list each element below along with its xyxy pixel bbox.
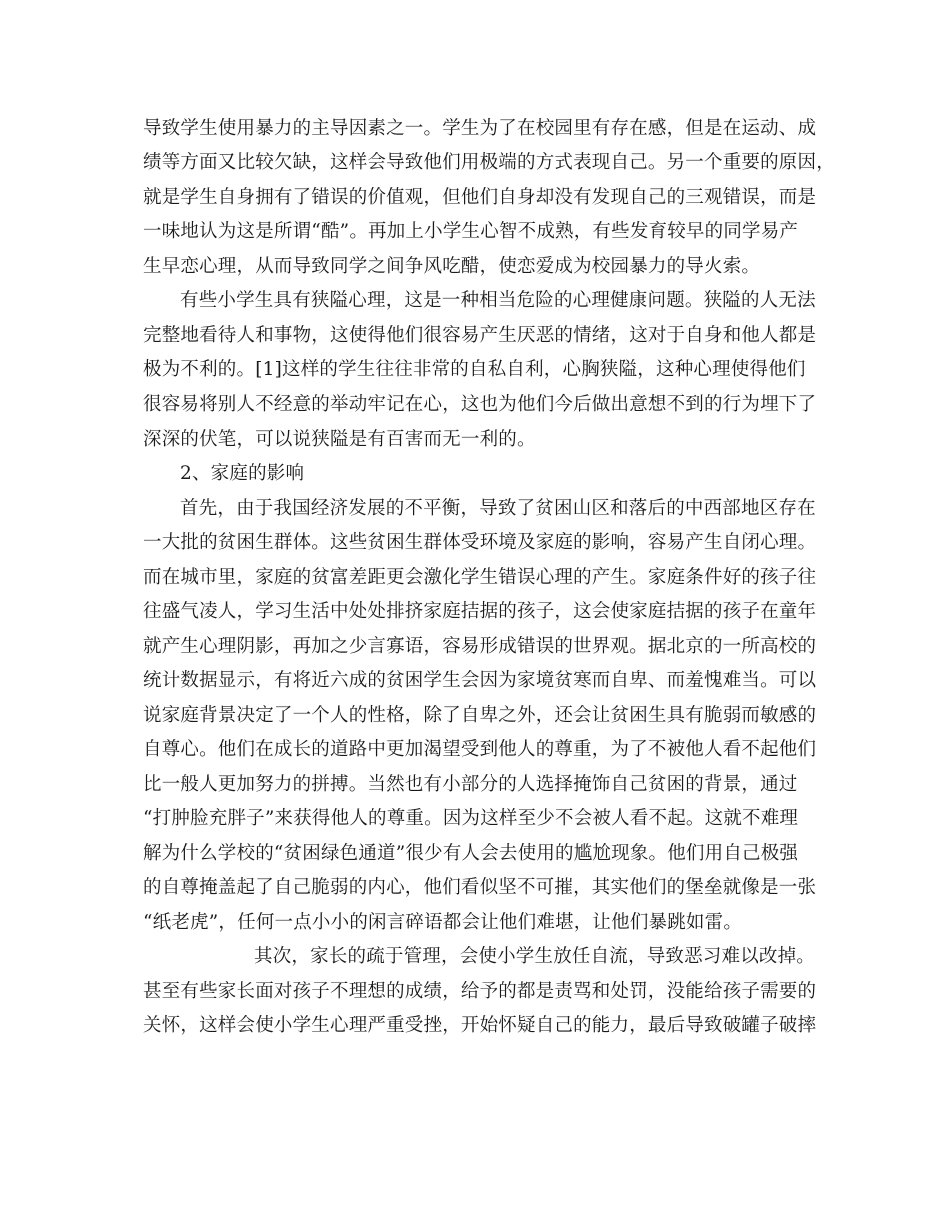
section-heading: 2、家庭的影响 — [180, 463, 305, 484]
text-line: 一大批的贫困生群体。这些贫困生群体受环境及家庭的影响，容易产生自闭心理。 — [143, 532, 817, 553]
text-line: 一味地认为这是所谓“酷”。再加上小学生心智不成熟，有些发育较早的同学易产 — [143, 221, 799, 242]
text-line: 绩等方面又比较欠缺，这样会导致他们用极端的方式表现自己。另一个重要的原因， — [143, 152, 835, 173]
text-line: 而在城市里，家庭的贫富差距更会激化学生错误心理的产生。家庭条件好的孩子往 — [143, 567, 817, 588]
text-line: 很容易将别人不经意的举动牢记在心，这也为他们今后做出意想不到的行为埋下了 — [143, 394, 817, 415]
text-line: 完整地看待人和事物，这使得他们很容易产生厌恶的情绪，这对于自身和他人都是 — [143, 325, 817, 346]
text-line: 极为不利的。[1]这样的学生往往非常的自私自利，心胸狭隘，这种心理使得他们 — [143, 359, 806, 380]
text-line: 深深的伏笔，可以说狭隘是有百害而无一利的。 — [143, 429, 536, 450]
text-line: 导致学生使用暴力的主导因素之一。学生为了在校园里有存在感，但是在运动、成 — [143, 118, 817, 139]
text-line: 解为什么学校的“贫困绿色通道”很少有人会去使用的尴尬现象。他们用自己极强 — [143, 843, 799, 864]
text-line: 就产生心理阴影，再加之少言寡语，容易形成错误的世界观。据北京的一所高校的 — [143, 636, 817, 657]
text-line: “纸老虎”，任何一点小小的闲言碎语都会让他们难堪，让他们暴跳如雷。 — [143, 912, 743, 933]
text-line: 甚至有些家长面对孩子不理想的成绩，给予的都是责骂和处罚，没能给孩子需要的 — [143, 981, 817, 1002]
text-line: 自尊心。他们在成长的道路中更加渴望受到他人的尊重，为了不被他人看不起他们 — [143, 739, 817, 760]
text-line: 往盛气凌人，学习生活中处处排挤家庭拮据的孩子，这会使家庭拮据的孩子在童年 — [143, 601, 817, 622]
paragraph-start-line: 其次，家长的疏于管理，会使小学生放任自流，导致恶习难以改掉。 — [254, 946, 816, 967]
text-line: 生早恋心理，从而导致同学之间争风吃醋，使恋爱成为校园暴力的导火索。 — [143, 256, 761, 277]
text-line: 说家庭背景决定了一个人的性格，除了自卑之外，还会让贫困生具有脆弱而敏感的 — [143, 705, 817, 726]
paragraph-start-line: 有些小学生具有狭隘心理，这是一种相当危险的心理健康问题。狭隘的人无法 — [180, 290, 816, 311]
text-line: 的自尊掩盖起了自己脆弱的内心，他们看似坚不可摧，其实他们的堡垒就像是一张 — [143, 877, 817, 898]
paragraph-start-line: 首先，由于我国经济发展的不平衡，导致了贫困山区和落后的中西部地区存在 — [180, 498, 816, 519]
text-line: “打肿脸充胖子”来获得他人的尊重。因为这样至少不会被人看不起。这就不难理 — [143, 808, 799, 829]
text-line: 关怀，这样会使小学生心理严重受挫，开始怀疑自己的能力，最后导致破罐子破摔 — [143, 1015, 817, 1036]
text-line: 比一般人更加努力的拼搏。当然也有小部分的人选择掩饰自己贫困的背景，通过 — [143, 774, 798, 795]
text-line: 统计数据显示，有将近六成的贫困学生会因为家境贫寒而自卑、而羞愧难当。可以 — [143, 670, 817, 691]
text-line: 就是学生自身拥有了错误的价值观，但他们自身却没有发现自己的三观错误，而是 — [143, 187, 817, 208]
